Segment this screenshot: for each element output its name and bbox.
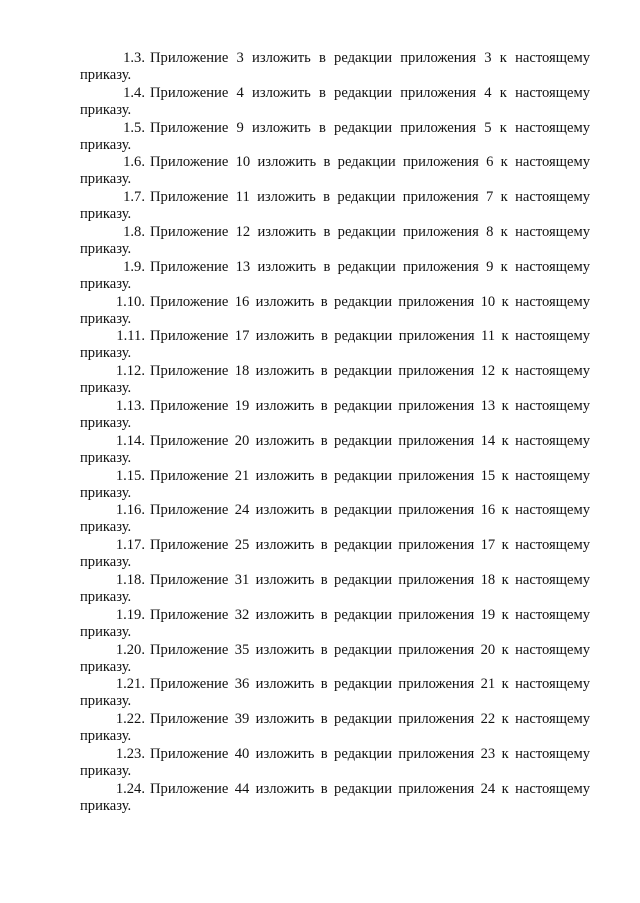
list-item — [80, 328, 590, 363]
item-number: 1.20. — [115, 641, 145, 658]
item-text: Приложение 18 изложить в редакции приложения 12 к настоящему — [150, 363, 590, 380]
item-first-line — [80, 781, 590, 797]
item-continuation: приказу. — [80, 101, 132, 118]
item-text: Приложение 24 изложить в редакции приложения 16 к настоящему — [150, 502, 590, 519]
item-number: 1.16. — [115, 502, 145, 519]
item-text: Приложение 19 изложить в редакции приложения 13 к настоящему — [150, 397, 590, 414]
list-item — [80, 711, 590, 746]
item-first-line — [80, 537, 590, 553]
item-text: Приложение 35 изложить в редакции приложения 20 к настоящему — [150, 641, 590, 658]
item-first-line — [80, 642, 590, 658]
item-continuation: приказу. — [80, 310, 132, 327]
item-text: Приложение 13 изложить в редакции приложения 9 к настоящему — [150, 258, 590, 275]
item-number: 1.3. — [123, 50, 145, 66]
list-item — [80, 224, 590, 259]
list-item — [80, 294, 590, 329]
list-item — [80, 154, 590, 189]
numbered-item-list — [80, 50, 590, 816]
item-first-line — [80, 294, 590, 310]
item-number: 1.7. — [123, 189, 145, 206]
item-text: Приложение 17 изложить в редакции приложения 11 к настоящему — [150, 328, 590, 345]
item-text: Приложение 11 изложить в редакции приложения 7 к настоящему — [150, 189, 590, 206]
item-number: 1.8. — [123, 223, 145, 240]
item-continuation: приказу. — [80, 136, 132, 153]
item-number: 1.23. — [115, 745, 145, 762]
item-first-line — [80, 676, 590, 692]
item-first-line — [80, 189, 590, 205]
item-number: 1.17. — [115, 537, 145, 554]
item-continuation: приказу. — [80, 762, 132, 779]
list-item — [80, 363, 590, 398]
list-item — [80, 120, 590, 155]
item-continuation: приказу. — [80, 484, 132, 501]
item-first-line — [80, 433, 590, 449]
item-continuation: приказу. — [80, 588, 132, 605]
item-number: 1.24. — [115, 780, 145, 797]
item-continuation: приказу. — [80, 345, 132, 362]
item-number: 1.4. — [123, 84, 145, 101]
list-item — [80, 537, 590, 572]
item-continuation: приказу. — [80, 414, 132, 431]
item-number: 1.12. — [115, 363, 145, 380]
item-first-line — [80, 154, 590, 170]
item-continuation: приказу. — [80, 554, 132, 571]
item-text: Приложение 16 изложить в редакции приложения 10 к настоящему — [150, 293, 590, 310]
item-first-line — [80, 607, 590, 623]
item-text: Приложение 3 изложить в редакции приложения 3 к настоящему — [150, 50, 590, 66]
item-number: 1.9. — [123, 258, 145, 275]
item-number: 1.6. — [123, 154, 145, 171]
item-continuation: приказу. — [80, 728, 132, 745]
item-first-line — [80, 502, 590, 518]
list-item — [80, 502, 590, 537]
item-number: 1.5. — [123, 119, 145, 136]
item-continuation: приказу. — [80, 658, 132, 675]
item-first-line — [80, 572, 590, 588]
item-first-line — [80, 50, 590, 66]
list-item — [80, 468, 590, 503]
item-continuation: приказу. — [80, 380, 132, 397]
list-item — [80, 746, 590, 781]
list-item — [80, 259, 590, 294]
item-first-line — [80, 746, 590, 762]
list-item — [80, 189, 590, 224]
item-continuation: приказу. — [80, 171, 132, 188]
item-number: 1.19. — [115, 606, 145, 623]
item-number: 1.13. — [115, 397, 145, 414]
list-item — [80, 398, 590, 433]
list-item — [80, 50, 590, 85]
item-text: Приложение 20 изложить в редакции приложения 14 к настоящему — [150, 432, 590, 449]
item-first-line — [80, 398, 590, 414]
item-text: Приложение 25 изложить в редакции приложения 17 к настоящему — [150, 537, 590, 554]
item-continuation: приказу. — [80, 797, 132, 814]
item-text: Приложение 39 изложить в редакции приложения 22 к настоящему — [150, 711, 590, 728]
item-text: Приложение 36 изложить в редакции приложения 21 к настоящему — [150, 676, 590, 693]
item-number: 1.14. — [115, 432, 145, 449]
list-item — [80, 781, 590, 816]
item-number: 1.11. — [116, 328, 145, 345]
item-first-line — [80, 120, 590, 136]
item-continuation: приказу. — [80, 206, 132, 223]
item-text: Приложение 4 изложить в редакции приложения 4 к настоящему — [150, 84, 590, 101]
item-first-line — [80, 85, 590, 101]
item-text: Приложение 40 изложить в редакции приложения 23 к настоящему — [150, 745, 590, 762]
item-first-line — [80, 711, 590, 727]
item-text: Приложение 21 изложить в редакции приложения 15 к настоящему — [150, 467, 590, 484]
item-continuation: приказу. — [80, 519, 132, 536]
item-first-line — [80, 224, 590, 240]
item-number: 1.22. — [115, 711, 145, 728]
item-text: Приложение 31 изложить в редакции приложения 18 к настоящему — [150, 571, 590, 588]
item-continuation: приказу. — [80, 67, 132, 83]
item-continuation: приказу. — [80, 449, 132, 466]
item-text: Приложение 9 изложить в редакции приложения 5 к настоящему — [150, 119, 590, 136]
item-number: 1.18. — [115, 571, 145, 588]
item-first-line — [80, 328, 590, 344]
item-text: Приложение 12 изложить в редакции приложения 8 к настоящему — [150, 223, 590, 240]
item-continuation: приказу. — [80, 240, 132, 257]
item-continuation: приказу. — [80, 693, 132, 710]
list-item — [80, 572, 590, 607]
item-text: Приложение 44 изложить в редакции приложения 24 к настоящему — [150, 780, 590, 797]
item-text: Приложение 32 изложить в редакции приложения 19 к настоящему — [150, 606, 590, 623]
item-continuation: приказу. — [80, 623, 132, 640]
item-first-line — [80, 468, 590, 484]
list-item — [80, 433, 590, 468]
list-item — [80, 85, 590, 120]
list-item — [80, 676, 590, 711]
item-first-line — [80, 363, 590, 379]
item-text: Приложение 10 изложить в редакции приложения 6 к настоящему — [150, 154, 590, 171]
item-number: 1.15. — [115, 467, 145, 484]
item-first-line — [80, 259, 590, 275]
list-item — [80, 607, 590, 642]
item-continuation: приказу. — [80, 275, 132, 292]
list-item — [80, 642, 590, 677]
item-number: 1.21. — [115, 676, 145, 693]
item-number: 1.10. — [115, 293, 145, 310]
